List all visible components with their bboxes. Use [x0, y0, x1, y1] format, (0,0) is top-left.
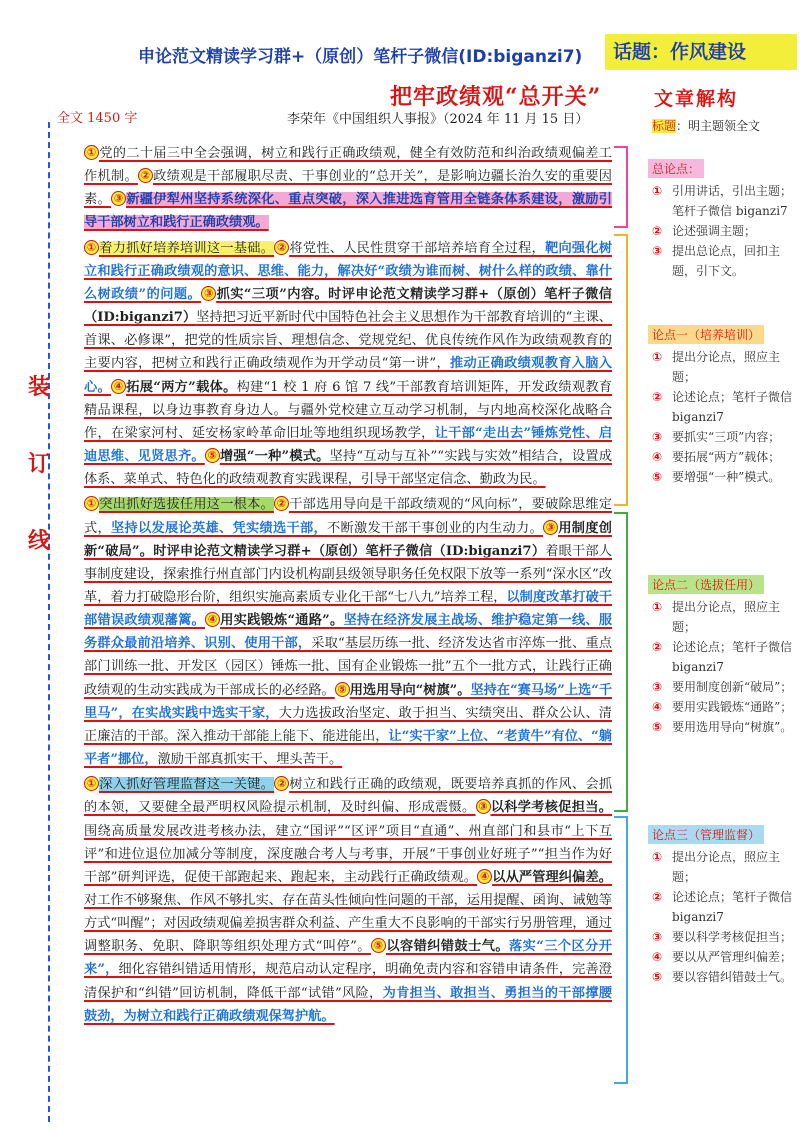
structure-sidebar	[648, 84, 796, 111]
paragraph-point-2	[84, 493, 612, 771]
marker: ④	[111, 379, 126, 394]
sidebar-section-point-1	[648, 324, 796, 487]
marker: ③	[652, 244, 663, 258]
paragraph-point-3	[84, 773, 612, 1028]
list-item	[648, 697, 796, 717]
marker: ①	[652, 184, 663, 198]
marker: ②	[138, 168, 153, 183]
text: 构建“1 校 1 府 6 馆 7 线”干部教育培训矩阵，开发政绩观教育精品课程，以身边事教育身边人。与疆外党校建立互动学习机制，与内地高校深化战略合作，在梁家河村、延安杨家岭革命旧址等地组织现场教学，	[84, 379, 613, 441]
text: 以制度改革打破干部错误政绩观藩篱。	[84, 589, 613, 629]
text: 坚持在经济发展主战场、维护稳定第一线、服务群众最前沿培养、识别、使用干部，	[84, 613, 613, 652]
text: 提出分论点，照应主题；	[672, 350, 781, 384]
marker: ④	[652, 450, 663, 464]
text: 提出分论点，照应主题；	[672, 850, 781, 884]
heading: 着力抓好培养培训这一基础。	[99, 240, 275, 256]
text: 对工作不够聚焦、作风不够扎实、存在苗头性倾向性问题的干部，运用提醒、函询、诫勉等方式“叫醒”；对因政绩观偏差损害群众利益、产生重大不良影响的干部实行另册管理，通过调整职务、免职、降职等组织处理方式“叫停”。	[84, 893, 612, 955]
section-label: 论点三（管理监督）	[648, 825, 764, 844]
bracket-intro	[614, 146, 628, 228]
marker: ②	[652, 640, 663, 654]
paragraph-intro	[84, 142, 612, 235]
binding-dashed-line	[48, 122, 50, 1122]
text: 为肯担当、敢担当、勇担当的干部撑腰鼓劲，为树立和践行正确政绩观保驾护航。	[84, 985, 613, 1024]
text: 引用讲话，引出主题；笔杆子微信 biganzi7	[672, 184, 793, 218]
list-item	[648, 637, 796, 677]
marker: ④	[652, 950, 663, 964]
title-note-text: ：明主题领全文	[676, 119, 761, 133]
bracket-point-2	[614, 512, 628, 812]
marker: ①	[84, 496, 99, 511]
bracket-point-1	[614, 234, 628, 506]
sidebar-section-point-3	[648, 824, 796, 987]
text: 要以容错纠错鼓士气。	[672, 970, 793, 984]
marker: ①	[652, 600, 663, 614]
marker: ②	[652, 390, 663, 404]
list-item	[648, 717, 796, 737]
text: 论述论点；笔杆子微信 biganzi7	[672, 390, 793, 424]
text: 坚持系统深化、重点突破，深入推进选育管用全链条体系建设，	[193, 192, 572, 208]
marker: ⑤	[652, 970, 663, 984]
paragraph-point-1	[84, 237, 612, 492]
marker: ①	[84, 145, 99, 160]
heading: 增强“一种”模式。	[219, 449, 330, 465]
heading: 用选用导向“树旗”。	[349, 682, 471, 698]
binding-char: 订	[27, 451, 50, 477]
section-label: 论点二（选拔任用）	[648, 575, 764, 594]
sidebar-heading: 文章解构	[654, 88, 739, 110]
marker: ①	[84, 240, 99, 255]
list-item	[648, 927, 796, 947]
list-item	[648, 241, 796, 281]
text: 要用制度创新“破局”；	[672, 680, 793, 694]
text: 要抓实“三项”内容；	[672, 430, 781, 444]
heading: 用制度创新“破局”。	[84, 520, 612, 559]
title-note-tag: 标题	[652, 119, 677, 133]
ad-text: 时评申论范文精读学习群+（原创）笔杆子微信（ID:biganzi7）	[153, 543, 546, 559]
text: 要以从严管理纠偏差；	[672, 950, 793, 964]
text: 提出分论点，照应主题；	[672, 600, 781, 634]
marker: ⑤	[652, 470, 663, 484]
byline: 李荣年《中国组织人事报》（2024 年 11 月 15 日）	[287, 112, 589, 127]
text: 大力选拔政治坚定、敢于担当、实绩突出、群众公认、清正廉洁的干部。深入推动干部能上能下、能进能出，	[84, 705, 612, 744]
marker: ②	[274, 240, 289, 255]
marker: ④	[205, 612, 220, 627]
marker: ①	[84, 776, 99, 791]
marker: ②	[274, 496, 289, 511]
binding-label	[24, 370, 54, 601]
marker: ②	[652, 224, 663, 238]
list-item	[648, 677, 796, 697]
bracket-point-3	[614, 816, 628, 1084]
text: 坚持以发展论英雄、凭实绩选干部，	[111, 520, 327, 536]
text: 采取“基层历练一批、经济发达省市淬炼一批、重点部门训练一批、开发区（园区）锤炼一批、国有企业锻炼一批”五个一批方式，让践行正确政绩观的生动实践成为干部成长的必经路。	[84, 636, 612, 698]
list-item	[648, 947, 796, 967]
text: 激励引导干部树立和践行正确政绩观。	[84, 192, 612, 231]
list-item	[648, 427, 796, 447]
marker: ③	[652, 430, 663, 444]
marker: ②	[652, 890, 663, 904]
heading: 用实践锻炼“通路”。	[219, 613, 344, 629]
word-count: 全文 1450 字	[57, 111, 138, 126]
list-item	[648, 387, 796, 427]
text: 论述论点；笔杆子微信 biganzi7	[672, 640, 793, 674]
marker: ②	[274, 776, 289, 791]
heading: 突出抓好选拔任用这一根本。	[99, 497, 274, 513]
text: 坚持在“赛马场”上选“千里马”，在实战实践中选实干家，	[84, 682, 613, 721]
marker: ①	[652, 350, 663, 364]
text: 落实“三个区分开来”，	[84, 939, 612, 978]
text: 要用实践锻炼“通路”；	[672, 700, 793, 714]
text: 要拓展“两方”载体；	[672, 450, 781, 464]
text: 政绩观是干部履职尽责、干事创业的“总开关”，是影响边疆长治久安的重要因素。	[84, 169, 612, 208]
text: 论述论点；笔杆子微信 biganzi7	[672, 890, 793, 924]
section-label: 总论点：	[648, 159, 704, 178]
list-item	[648, 597, 796, 637]
marker: ③	[111, 191, 126, 206]
banner-text: 申论范文精读学习群+（原创）笔杆子微信(ID:biganzi7)	[138, 47, 583, 67]
marker: ③	[652, 930, 663, 944]
list-item	[648, 447, 796, 467]
text: 要以科学考核促担当；	[672, 930, 793, 944]
text: 坚持“互动与互补”“实践与实效”相结合，设置成体系、菜单式、特色化的政绩观教育实践课程，引导干部坚定信念、勤政为民。	[84, 449, 613, 488]
marker: ③	[476, 799, 491, 814]
text: 党的二十届三中全会强调，树立和践行正确政绩观，健全有效防范和纠治政绩观偏差工作机制。	[84, 146, 612, 185]
heading: 抓实“三项”内容。	[216, 286, 329, 302]
text: 干部选用导向是干部政绩观的“风向标”，要破除思维定式，	[84, 497, 613, 536]
text: 细化容错纠错适用情形，规范启动认定程序，明确免责内容和容错申请条件，完善澄清保护和“纠错”回访机制，降低干部“试错”风险，	[84, 962, 612, 1001]
heading: 拓展“两方”载体。	[126, 379, 237, 395]
topic-badge: 话题：作风建设	[605, 34, 797, 70]
list-item	[648, 847, 796, 887]
text: 提出总论点，回扣主题，引下文。	[672, 244, 781, 278]
text: 坚持把习近平新时代中国特色社会主义思想作为干部教育培训的“主课、首课、必修课”，把党的性质宗旨、理想信念、党规党纪、优良传统作风作为政绩观教育的主要内容，把树立和践行正确政绩观作为开学动员“第一讲”，	[84, 310, 612, 372]
sidebar-section-intro	[648, 158, 796, 281]
text: 新疆伊犁州	[126, 192, 194, 208]
text: 着眼干部人事制度建设，探索推行州直部门内设机构副县级领导职务任免权限下放等一系列“深水区”改革，着力打破隐形台阶，组织实施高素质专业化干部“七八九”培养工程，	[84, 543, 613, 605]
heading: 以容错纠错鼓士气。	[385, 939, 510, 955]
list-item	[648, 221, 796, 241]
marker: ③	[652, 680, 663, 694]
list-item	[648, 347, 796, 387]
heading: 以科学考核促担当。	[490, 800, 612, 816]
article-body	[84, 142, 612, 1028]
text: 树立和践行正确的政绩观，既要培养真抓的作风、会抓的本领，又要健全最严明权风险提示机制，及时纠偏、形成震慑。	[84, 777, 613, 816]
heading: 深入抓好管理监督这一关键。	[99, 777, 275, 793]
text: 论述强调主题；	[672, 224, 757, 238]
marker: ⑤	[205, 448, 220, 463]
marker: ⑤	[371, 938, 386, 953]
article-title: 把牢政绩观“总开关”	[390, 84, 602, 110]
section-label: 论点一（培养培训）	[648, 325, 764, 344]
marker: ⑤	[652, 720, 663, 734]
text: 推动正确政绩观教育入脑入心。	[84, 356, 613, 395]
list-item	[648, 887, 796, 927]
sidebar-section-point-2	[648, 574, 796, 737]
binding-char: 装	[27, 374, 50, 400]
list-item	[648, 181, 796, 221]
text: 将党性、人民性贯穿干部培养培育全过程，	[289, 240, 546, 256]
list-item	[648, 467, 796, 487]
text: 让“实干家”上位、“老黄牛”有位、“躺平者”挪位，	[84, 728, 612, 768]
text: 靶向强化树立和践行正确政绩观的意识、思维、能力，解决好“政绩为谁而树、树什么样的政绩、靠什么树政绩”的问题。	[84, 240, 613, 302]
binding-char: 线	[27, 528, 50, 554]
text: 激励干部真抓实干、埋头苦干。	[157, 752, 343, 768]
marker: ③	[201, 286, 216, 301]
marker: ①	[652, 850, 663, 864]
text: 要用选用导向“树旗”。	[672, 720, 793, 734]
text: 不断激发干部干事创业的内生动力。	[327, 520, 543, 536]
text: 要增强“一种”模式。	[672, 470, 781, 484]
marker: ④	[652, 700, 663, 714]
marker: ③	[543, 520, 558, 535]
heading: 以从严管理纠偏差。	[492, 869, 612, 885]
marker: ④	[477, 869, 492, 884]
list-item	[648, 967, 796, 987]
marker: ⑤	[335, 682, 350, 697]
ad-text: 时评申论范文精读学习群+（原创）笔杆子微信（ID:biganzi7）	[84, 286, 612, 326]
text: 围绕高质量发展改进考核办法，建立“国评”“区评”项目“直通”、州直部门和县市“上下互评”和进位退位加减分等制度，深度融合考人与考事，开展“干事创业好班子”“担当作为好干部”研判评选，促使干部跑起来、跑起来，主动践行正确政绩观。	[84, 823, 612, 885]
text: 让干部“走出去”锤炼党性、启迪思维、见贤思齐。	[84, 425, 613, 465]
title-note	[652, 117, 760, 134]
